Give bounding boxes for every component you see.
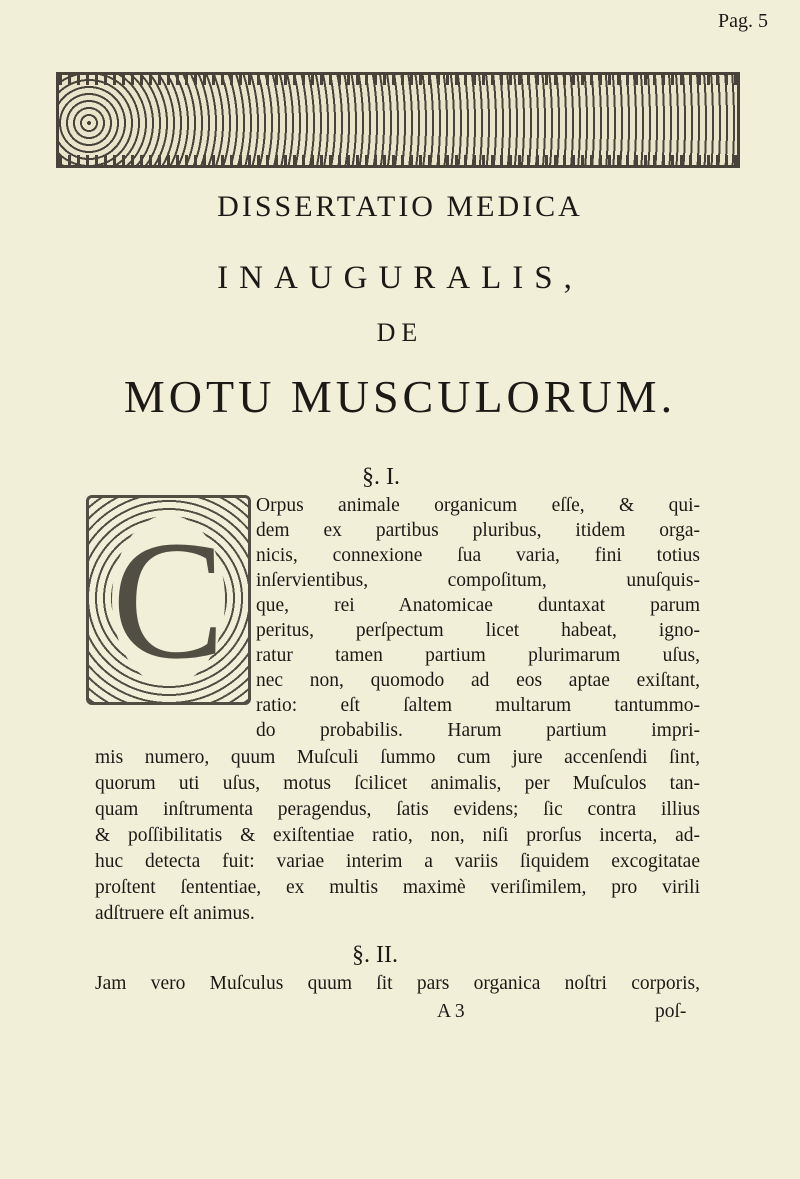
text-line: proſtent ſententiae, ex multis maximè veriſimilem, pro virili bbox=[95, 877, 700, 898]
text-line: dem ex partibus pluribus, itidem orga- bbox=[256, 520, 700, 541]
title-line-2: INAUGURALIS, bbox=[217, 260, 583, 296]
text-line: ratur tamen partium plurimarum uſus, bbox=[256, 645, 700, 666]
page-number: Pag. 5 bbox=[718, 10, 768, 32]
text-line: adſtruere eſt animus. bbox=[95, 903, 255, 924]
title-line-3: DE bbox=[376, 318, 424, 347]
section-2-heading: §. II. bbox=[352, 942, 398, 968]
text-line: quam inſtrumenta peragendus, ſatis evidens; ſic contra illius bbox=[95, 799, 700, 820]
text-line: & poſſibilitatis & exiſtentiae ratio, non, niſi prorſus incerta, ad- bbox=[95, 825, 700, 846]
text-line: quorum uti uſus, motus ſcilicet animalis, per Muſculos tan- bbox=[95, 773, 700, 794]
ornamental-drop-cap bbox=[86, 495, 251, 705]
text-line: huc detecta fuit: variae interim a variis ſiquidem excogitatae bbox=[95, 851, 700, 872]
text-line: peritus, perſpectum licet habeat, igno- bbox=[256, 620, 700, 641]
drop-cap-letter: C bbox=[111, 506, 226, 694]
text-line: ratio: eſt ſaltem multarum tantummo- bbox=[256, 695, 700, 716]
text-line: inſervientibus, compoſitum, unuſquis- bbox=[256, 570, 700, 591]
text-line: que, rei Anatomicae duntaxat parum bbox=[256, 595, 700, 616]
title-line-1: DISSERTATIO MEDICA bbox=[217, 190, 583, 223]
section-1-heading: §. I. bbox=[362, 464, 400, 490]
text-line: nec non, quomodo ad eos aptae exiſtant, bbox=[256, 670, 700, 691]
text-line: Orpus animale organicum eſſe, & qui- bbox=[256, 495, 700, 516]
catchword: poſ- bbox=[655, 1001, 687, 1022]
signature-mark: A 3 bbox=[437, 1001, 465, 1022]
text-line: nicis, connexione ſua varia, fini totius bbox=[256, 545, 700, 566]
title-line-4: MOTU MUSCULORUM. bbox=[123, 371, 677, 422]
section-2-line: Jam vero Muſculus quum ſit pars organica noſtri corporis, bbox=[95, 973, 700, 994]
text-line: do probabilis. Harum partium impri- bbox=[256, 720, 700, 741]
text-line: mis numero, quum Muſculi ſummo cum jure accenſendi ſint, bbox=[95, 747, 700, 768]
ornamental-header-band bbox=[56, 72, 740, 168]
